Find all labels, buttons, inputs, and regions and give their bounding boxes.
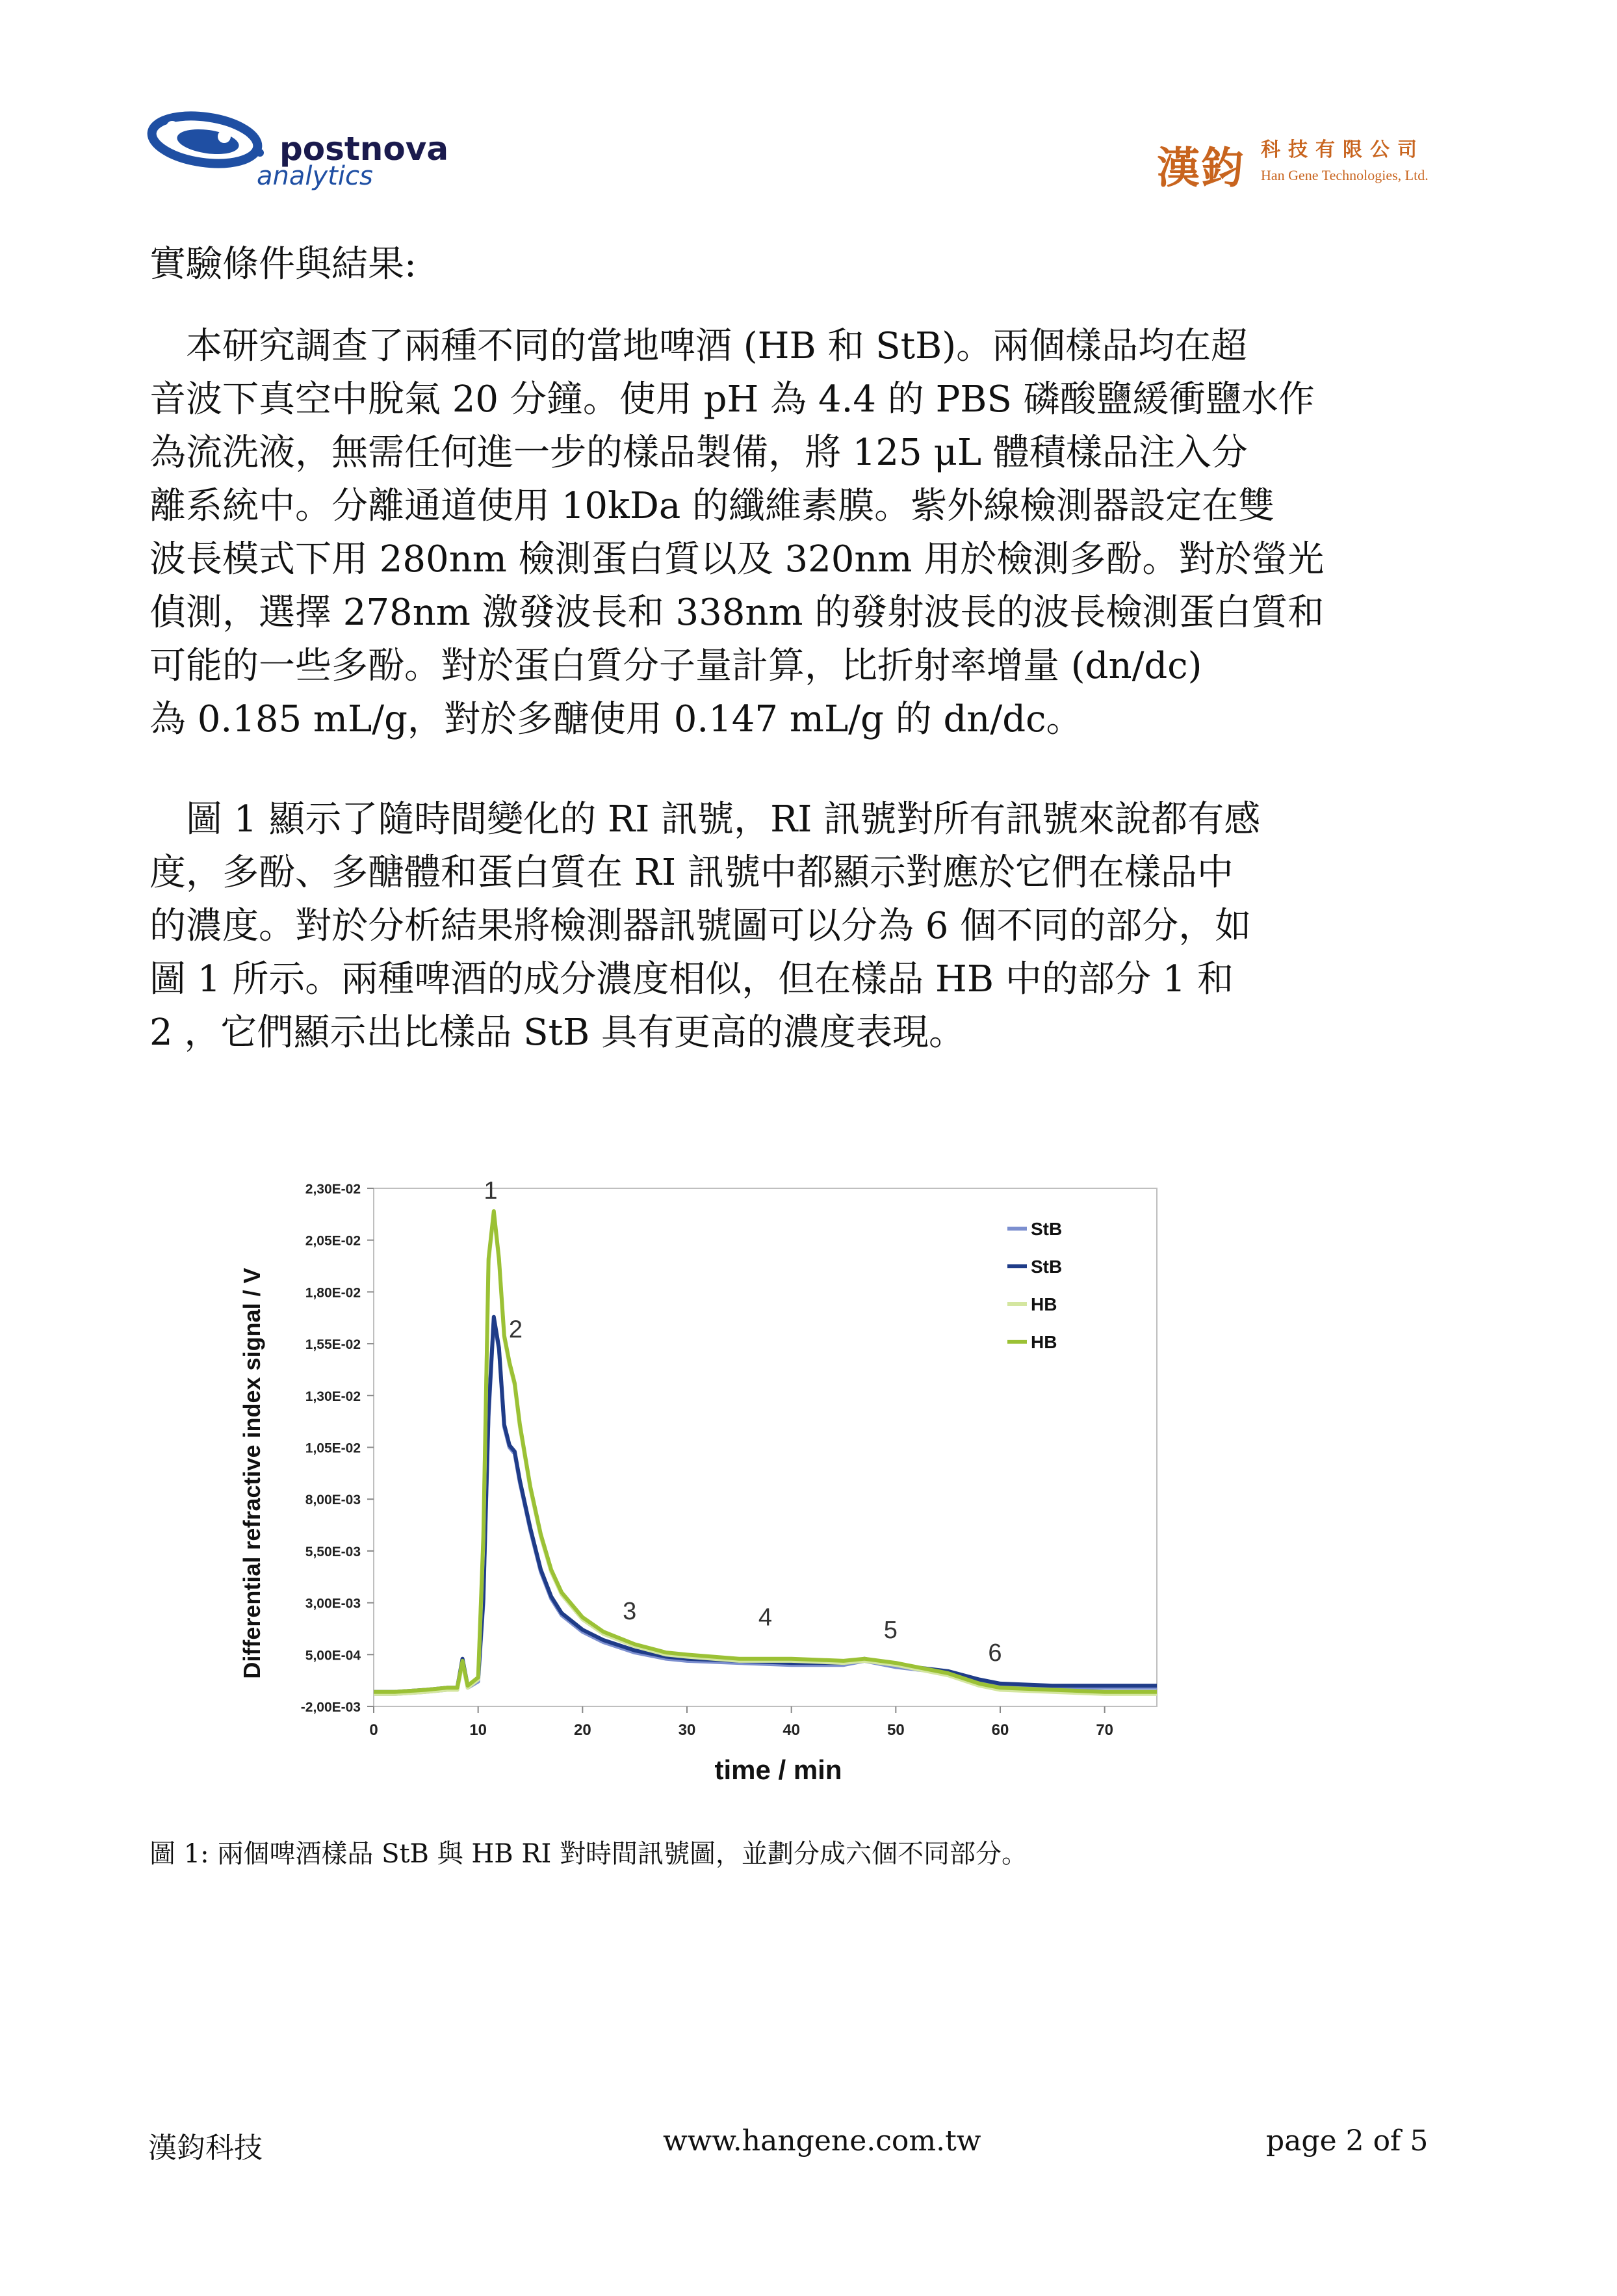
y-tick-label: -2,00E-03: [300, 1700, 361, 1715]
figure-caption: 圖 1: 兩個啤酒樣品 StB 與 HB RI 對時間訊號圖，並劃分成六個不同部分。: [149, 1839, 1028, 1869]
x-tick-label: 0: [369, 1721, 378, 1739]
hangene-logo: [1157, 133, 1482, 198]
postnova-logo-subtext: analytics: [257, 161, 373, 191]
region-label: 2: [508, 1316, 523, 1344]
ri-signal-chart: [234, 1170, 1176, 1788]
paragraph-2: [149, 793, 1469, 1060]
x-axis-label: time / min: [714, 1755, 842, 1785]
legend-label: StB: [1031, 1219, 1063, 1239]
paragraph-line: 可能的一些多酚。對於蛋白質分子量計算，比折射率增量 (dn/dc): [149, 645, 1202, 687]
region-label: 4: [758, 1604, 773, 1632]
postnova-logo: [146, 111, 452, 202]
y-tick-label: 3,00E-03: [305, 1596, 361, 1611]
x-tick-label: 30: [678, 1721, 696, 1739]
paragraph-line: 為 0.185 mL/g，對於多醣使用 0.147 mL/g 的 dn/dc。: [149, 698, 1083, 740]
postnova-logo-text: postnova: [279, 130, 449, 168]
legend-label: HB: [1031, 1332, 1057, 1352]
x-tick-label: 70: [1096, 1721, 1114, 1739]
hangene-logo-en: Han Gene Technologies, Ltd.: [1261, 167, 1429, 183]
footer-left: 漢鈞科技: [148, 2132, 263, 2165]
region-label: 1: [484, 1177, 498, 1205]
y-tick-label: 2,30E-02: [305, 1182, 361, 1197]
x-tick-label: 10: [469, 1721, 487, 1739]
x-tick-label: 20: [573, 1721, 591, 1739]
y-axis-label: Differential refractive index signal / V: [239, 1268, 265, 1679]
y-tick-label: 1,05E-02: [305, 1441, 361, 1456]
y-tick-label: 1,30E-02: [305, 1389, 361, 1404]
paragraph-line: 圖 1 所示。兩種啤酒的成分濃度相似，但在樣品 HB 中的部分 1 和: [149, 958, 1234, 1000]
series-line-stb: [374, 1317, 1157, 1692]
paragraph-line: 圖 1 顯示了隨時間變化的 RI 訊號，RI 訊號對所有訊號來說都有感: [149, 798, 1261, 841]
y-tick-label: 8,00E-03: [305, 1493, 361, 1508]
y-tick-label: 5,00E-04: [305, 1648, 361, 1663]
y-tick-label: 1,80E-02: [305, 1285, 361, 1301]
y-tick-label: 1,55E-02: [305, 1337, 361, 1353]
region-label: 5: [883, 1616, 898, 1644]
section-title: 實驗條件與結果:: [149, 243, 417, 285]
chart-svg: [234, 1170, 1176, 1788]
footer-page-number: page 2 of 5: [1266, 2124, 1429, 2158]
legend-label: StB: [1031, 1257, 1063, 1277]
x-tick-label: 40: [783, 1721, 801, 1739]
y-tick-label: 2,05E-02: [305, 1233, 361, 1249]
paragraph-line: 為流洗液，無需任何進一步的樣品製備，將 125 μL 體積樣品注入分: [149, 432, 1248, 474]
x-tick-label: 60: [991, 1721, 1009, 1739]
paragraph-line: 本研究調查了兩種不同的當地啤酒 (HB 和 StB)。兩個樣品均在超: [149, 325, 1248, 367]
legend-label: HB: [1031, 1294, 1057, 1314]
footer-url[interactable]: www.hangene.com.tw: [663, 2124, 981, 2158]
paragraph-line: 音波下真空中脫氣 20 分鐘。使用 pH 為 4.4 的 PBS 磷酸鹽緩衝鹽水作: [149, 378, 1315, 421]
hangene-logo-cn: 漢鈞: [1157, 142, 1245, 193]
region-label: 6: [988, 1639, 1002, 1667]
region-label: 3: [623, 1598, 637, 1626]
x-tick-label: 50: [886, 1721, 905, 1739]
paragraph-line: 離系統中。分離通道使用 10kDa 的纖維素膜。紫外線檢測器設定在雙: [149, 485, 1275, 527]
paragraph-line: 偵測，選擇 278nm 激發波長和 338nm 的發射波長的波長檢測蛋白質和: [149, 592, 1325, 634]
paragraph-line: 波長模式下用 280nm 檢測蛋白質以及 320nm 用於檢測多酚。對於螢光: [149, 538, 1325, 581]
paragraph-line: 度，多酚、多醣體和蛋白質在 RI 訊號中都顯示對應於它們在樣品中: [149, 852, 1234, 894]
paragraph-1: [149, 320, 1469, 746]
hangene-logo-cn-small: 科技有限公司: [1261, 138, 1425, 161]
paragraph-line: 2 ，它們顯示出比樣品 StB 具有更高的濃度表現。: [149, 1011, 966, 1054]
y-tick-label: 5,50E-03: [305, 1544, 361, 1559]
paragraph-line: 的濃度。對於分析結果將檢測器訊號圖可以分為 6 個不同的部分，如: [149, 905, 1252, 947]
